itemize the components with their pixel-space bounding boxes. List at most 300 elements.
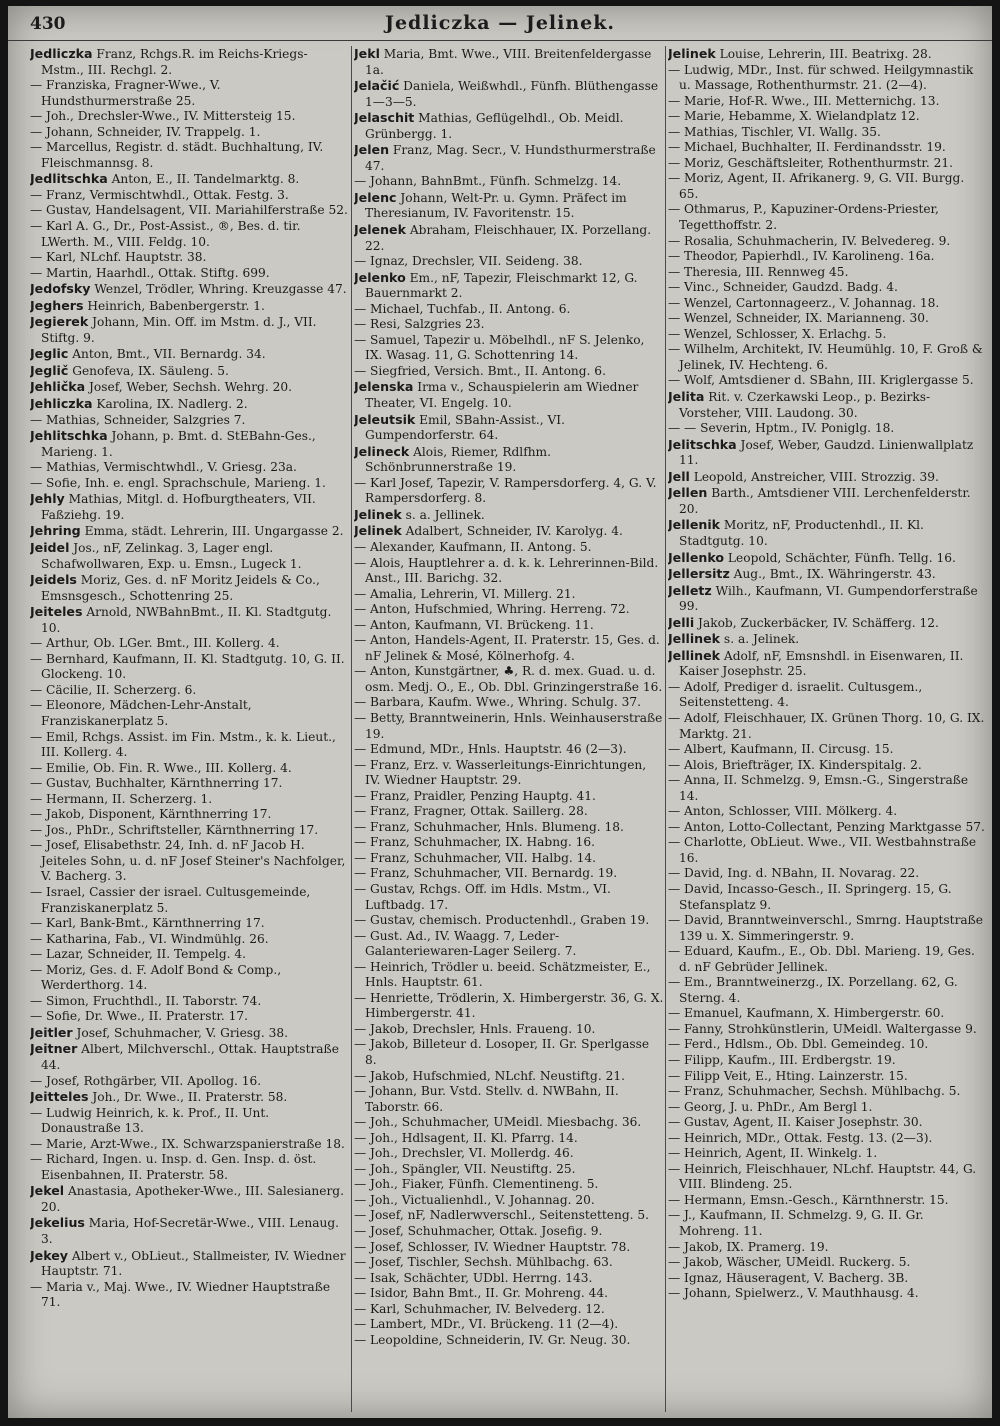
- entry-details: — Josef, Schlosser, IV. Wiedner Hauptstr. 78.: [354, 1239, 631, 1254]
- directory-entry: [354, 1286, 664, 1302]
- entry-details: — Em., Branntweinerzg., IX. Porzellang. 62, G. Sterng. 4.: [668, 975, 958, 1005]
- entry-details: Anastasia, Apotheker-Wwe., III. Salesianerg. 20.: [41, 1184, 344, 1214]
- entry-details: — Georg, J. u. PhDr., Am Bergl 1.: [668, 1099, 873, 1114]
- entry-surname: Jellersitz: [668, 566, 730, 582]
- directory-entry: [668, 1131, 986, 1147]
- entry-details: — Johann, Bur. Vstd. Stellv. d. NWBahn, II. Taborstr. 66.: [354, 1084, 619, 1114]
- entry-surname: Jeitler: [30, 1024, 73, 1040]
- directory-entry: [354, 991, 664, 1022]
- directory-entry: [668, 820, 986, 836]
- entry-details: — Josef, Schuhmacher, Ottak. Josefig. 9.: [354, 1224, 603, 1239]
- entry-details: Leopold, Schächter, Fünfh. Tellg. 16.: [724, 550, 956, 565]
- entry-details: — Leopoldine, Schneiderin, IV. Gr. Neug. 30.: [354, 1332, 631, 1347]
- entry-surname: Jelita: [668, 389, 705, 405]
- directory-entry: [668, 773, 986, 804]
- entry-details: — Anton, Kunstgärtner, ♣, R. d. mex. Guad. u. d. osm. Medj. O., E., Ob. Dbl. Grinzingerstraße 16.: [354, 664, 663, 694]
- directory-entry: [354, 333, 664, 364]
- entry-surname: Jelitschka: [668, 436, 737, 452]
- directory-entry: [354, 1177, 664, 1193]
- entry-surname: Jelenska: [354, 379, 414, 395]
- directory-entry: [354, 507, 664, 524]
- directory-entry: [30, 1025, 350, 1042]
- directory-entry: [668, 327, 986, 343]
- entry-details: — Gustav, chemisch. Productenhdl., Graben 19.: [354, 913, 650, 928]
- entry-details: — Johann, BahnBmt., Fünfh. Schmelzg. 14.: [354, 174, 622, 189]
- entry-details: Wilh., Kaufmann, VI. Gumpendorferstraße 99.: [679, 583, 978, 614]
- entry-surname: Jekey: [30, 1247, 69, 1263]
- directory-entry: [668, 485, 986, 517]
- entry-details: — Alois, Hauptlehrer a. d. k. k. Lehrerinnen-Bild. Anst., III. Barichg. 32.: [354, 555, 659, 586]
- directory-entry: [354, 1193, 664, 1209]
- entry-surname: Jellinek: [668, 631, 721, 647]
- entry-surname: Jelaschit: [354, 110, 415, 126]
- directory-entry: [30, 109, 350, 125]
- entry-details: — Josef, Elisabethstr. 24, Inh. d. nF Jacob H. Jeiteles Sohn, u. d. nF Josef Steiner's Nachfolger, V. Bacherg. 3.: [30, 838, 346, 884]
- directory-entry: [354, 1115, 664, 1131]
- entry-details: — Gustav, Buchhalter, Kärnthnerring 17.: [30, 776, 283, 791]
- directory-entry: [30, 1009, 350, 1025]
- entry-surname: Jell: [668, 468, 690, 484]
- entry-surname: Jegierek: [30, 314, 89, 330]
- entry-details: — — Severin, Hptm., IV. Poniglg. 18.: [668, 421, 895, 436]
- entry-details: — Ferd., Hdlsm., Ob. Dbl. Gemeindeg. 10.: [668, 1037, 929, 1052]
- entry-details: — Jakob, Billeteur d. Losoper, II. Gr. Sperlgasse 8.: [354, 1037, 650, 1067]
- entry-details: — Gustav, Agent, II. Kaiser Josephstr. 30.: [668, 1115, 923, 1130]
- entry-details: — Sofie, Dr. Wwe., II. Praterstr. 17.: [30, 1009, 249, 1024]
- directory-entry: [30, 792, 350, 808]
- directory-entry: [668, 550, 986, 567]
- entry-details: Emil, SBahn-Assist., VI. Gumpendorferstr. 64.: [365, 412, 565, 443]
- directory-entry: [354, 851, 664, 867]
- entry-details: Jakob, Zuckerbäcker, IV. Schäfferg. 12.: [694, 615, 939, 630]
- directory-entry: [30, 125, 350, 141]
- directory-entry: [354, 540, 664, 556]
- entry-details: Louise, Lehrerin, III. Beatrixg. 28.: [715, 47, 932, 61]
- column-1: [30, 46, 350, 1412]
- directory-entry: [30, 346, 350, 363]
- directory-entry: [354, 866, 664, 882]
- entry-details: Daniela, Weißwhdl., Fünfh. Blüthengasse 1—3—5.: [365, 79, 659, 109]
- entry-surname: Jeitteles: [30, 1089, 89, 1105]
- entry-details: — David, Branntweinverschl., Smrng. Hauptstraße 139 u. X. Simmeringerstr. 9.: [668, 913, 984, 943]
- directory-entry: [668, 1146, 986, 1162]
- entry-details: Karolina, IX. Nadlerg. 2.: [92, 397, 248, 412]
- entry-details: — Wenzel, Schlosser, X. Erlachg. 5.: [668, 326, 887, 341]
- directory-entry: [668, 94, 986, 110]
- directory-entry: [354, 476, 664, 507]
- column-3: [668, 46, 986, 1412]
- entry-details: Anton, E., II. Tandelmarktg. 8.: [107, 172, 300, 187]
- entry-details: — Anton, Schlosser, VIII. Mölkerg. 4.: [668, 804, 898, 819]
- entry-details: — Franz, Praidler, Penzing Hauptg. 41.: [354, 788, 596, 803]
- directory-entry: [668, 125, 986, 141]
- entry-details: — Emilie, Ob. Fin. R. Wwe., III. Kollerg. 4.: [30, 760, 292, 775]
- directory-entry: [668, 373, 986, 389]
- directory-entry: [30, 540, 350, 572]
- directory-entry: [354, 742, 664, 758]
- directory-entry: [354, 317, 664, 333]
- entry-details: — Anna, II. Schmelzg. 9, Emsn.-G., Singerstraße 14.: [668, 773, 969, 803]
- entry-details: Johann, p. Bmt. d. StEBahn-Ges., Marieng. 1.: [41, 429, 316, 459]
- entry-details: Alois, Riemer, Rdlfhm. Schönbrunnerstraße 19.: [365, 444, 551, 475]
- directory-entry: [668, 882, 986, 913]
- entry-surname: Jehring: [30, 523, 81, 539]
- entry-details: — Johann, Schneider, IV. Trappelg. 1.: [30, 124, 261, 139]
- directory-entry: [668, 1255, 986, 1271]
- directory-entry: [668, 342, 986, 373]
- entry-details: — Heinrich, Fleischhauer, NLchf. Hauptstr. 44, G. VIII. Blindeng. 25.: [668, 1161, 977, 1192]
- entry-details: Abraham, Fleischhauer, IX. Porzellang. 22.: [365, 223, 652, 253]
- entry-details: Josef, Schuhmacher, V. Griesg. 38.: [72, 1025, 288, 1040]
- column-2: [354, 46, 664, 1412]
- entry-details: — Jakob, Disponent, Kärnthnerring 17.: [30, 807, 272, 822]
- directory-entry: [354, 711, 664, 742]
- entry-details: — Josef, nF, Nadlerwverschl., Seitenstetteng. 5.: [354, 1208, 650, 1223]
- directory-entry: [30, 1106, 350, 1137]
- entry-details: — Franz, Schuhmacher, Hnls. Blumeng. 18.: [354, 819, 624, 834]
- entry-details: Anton, Bmt., VII. Bernardg. 34.: [68, 347, 266, 362]
- entry-details: — Michael, Buchhalter, II. Ferdinandsstr. 19.: [668, 140, 946, 155]
- entry-details: — David, Incasso-Gesch., II. Springerg. 15, G. Stefansplatz 9.: [668, 881, 952, 912]
- entry-details: Irma v., Schauspielerin am Wiedner Theater, VI. Engelg. 10.: [365, 380, 639, 411]
- entry-details: Albert v., ObLieut., Stallmeister, IV. Wiedner Hauptstr. 71.: [41, 1248, 346, 1279]
- directory-entry: [354, 820, 664, 836]
- entry-details: — Franz, Schuhmacher, IX. Habng. 16.: [354, 835, 596, 850]
- entry-details: — Joh., Drechsler-Wwe., IV. Mittersteig 15.: [30, 109, 296, 124]
- directory-entry: [354, 523, 664, 540]
- directory-entry: [30, 250, 350, 266]
- entry-details: — Gustav, Handelsagent, VII. Mariahilferstraße 52.: [30, 203, 348, 218]
- entry-surname: Jelenko: [354, 269, 406, 285]
- directory-entry: [668, 711, 986, 742]
- entry-details: — Anton, Kaufmann, VI. Brückeng. 11.: [354, 617, 594, 632]
- entry-details: — Heinrich, Agent, II. Winkelg. 1.: [668, 1146, 878, 1161]
- directory-entry: [668, 265, 986, 281]
- directory-entry: [354, 254, 664, 270]
- entry-details: — Lazar, Schneider, II. Tempelg. 4.: [30, 947, 246, 962]
- directory-entry: [354, 412, 664, 444]
- directory-entry: [30, 491, 350, 523]
- entry-surname: Jehlitschka: [30, 428, 108, 444]
- entry-details: — Karl Josef, Tapezir, V. Rampersdorferg. 4, G. V. Rampersdorferg. 8.: [354, 475, 657, 506]
- directory-entry: [30, 460, 350, 476]
- directory-entry: [354, 1271, 664, 1287]
- entry-surname: Jellinek: [668, 647, 721, 663]
- directory-entry: [30, 947, 350, 963]
- entry-details: — Franz, Erz. v. Wasserleitungs-Einrichtungen, IV. Wiedner Hauptstr. 29.: [354, 757, 647, 788]
- entry-details: Franz, Rchgs.R. im Reichs-Kriegs-Mstm., III. Rechgl. 2.: [41, 47, 308, 77]
- directory-page: [8, 6, 992, 1418]
- entry-details: — Rosalia, Schuhmacherin, IV. Belvedereg. 9.: [668, 233, 951, 248]
- directory-entry: [354, 1240, 664, 1256]
- directory-entry: [668, 1286, 986, 1302]
- entry-details: Heinrich, Babenbergerstr. 1.: [83, 298, 265, 313]
- entry-details: — Resi, Salzgries 23.: [354, 317, 485, 332]
- entry-details: — Jakob, Wäscher, UMeidl. Ruckerg. 5.: [668, 1255, 911, 1270]
- directory-entry: [354, 1084, 664, 1115]
- entry-details: — Charlotte, ObLieut. Wwe., VII. Westbahnstraße 16.: [668, 835, 977, 865]
- running-head: Jedliczka — Jelinek.: [384, 12, 616, 34]
- entry-details: — Eleonore, Mädchen-Lehr-Anstalt, Franziskanerplatz 5.: [30, 698, 252, 728]
- entry-details: — Joh., Drechsler, VI. Mollerdg. 46.: [354, 1146, 574, 1161]
- entry-surname: Jedlitschka: [30, 171, 108, 187]
- entry-details: — Betty, Branntweinerin, Hnls. Weinhauserstraße 19.: [354, 710, 663, 741]
- directory-entry: [668, 566, 986, 583]
- directory-entry: [668, 249, 986, 265]
- entry-details: — Joh., Fiaker, Fünfh. Clementineng. 5.: [354, 1177, 599, 1192]
- directory-entry: [30, 838, 350, 885]
- directory-entry: [30, 1041, 350, 1073]
- entry-details: s. a. Jellinek.: [401, 507, 485, 522]
- directory-entry: [30, 1248, 350, 1280]
- directory-entry: [354, 174, 664, 190]
- directory-entry: [30, 761, 350, 777]
- entry-details: — Franz, Fragner, Ottak. Saillerg. 28.: [354, 804, 588, 819]
- entry-details: — Karl A. G., Dr., Post-Assist., ®, Bes. d. tir. LWerth. M., VIII. Feldg. 10.: [30, 219, 301, 249]
- entry-details: Wenzel, Trödler, Whring. Kreuzgasse 47.: [90, 282, 347, 297]
- entry-details: — Amalia, Lehrerin, VI. Millerg. 21.: [354, 586, 576, 601]
- directory-entry: [30, 916, 350, 932]
- directory-entry: [354, 1224, 664, 1240]
- directory-entry: [668, 63, 986, 94]
- entry-details: — Othmarus, P., Kapuziner-Ordens-Priester, Tegetthoffstr. 2.: [668, 202, 939, 233]
- entry-details: — Karl, NLchf. Hauptstr. 38.: [30, 250, 207, 265]
- entry-details: — Jakob, IX. Pramerg. 19.: [668, 1239, 829, 1254]
- entry-details: — Israel, Cassier der israel. Cultusgemeinde, Franziskanerplatz 5.: [30, 884, 311, 915]
- entry-surname: Jelli: [668, 614, 695, 630]
- entry-details: — Siegfried, Versich. Bmt., II. Antong. 6.: [354, 363, 606, 378]
- directory-entry: [668, 280, 986, 296]
- directory-entry: [30, 171, 350, 188]
- entry-details: Adalbert, Schneider, IV. Karolyg. 4.: [401, 524, 623, 539]
- entry-details: s. a. Jelinek.: [720, 632, 800, 647]
- directory-entry: [354, 695, 664, 711]
- entry-details: — Franz, Schuhmacher, Sechsh. Mühlbachg. 5.: [668, 1084, 961, 1099]
- entry-details: Joh., Dr. Wwe., II. Praterstr. 58.: [88, 1090, 288, 1105]
- directory-entry: [668, 296, 986, 312]
- directory-entry: [668, 648, 986, 680]
- directory-entry: [354, 602, 664, 618]
- directory-entry: [354, 444, 664, 476]
- entry-details: — Joh., Hdlsagent, II. Kl. Pfarrg. 14.: [354, 1130, 578, 1145]
- entry-details: — Cäcilie, II. Scherzerg. 6.: [30, 682, 197, 697]
- directory-entry: [668, 631, 986, 648]
- entry-details: — Jakob, Drechsler, Hnls. Fraueng. 10.: [354, 1021, 596, 1036]
- entry-surname: Jeghers: [30, 297, 84, 313]
- entry-details: — Samuel, Tapezir u. Möbelhdl., nF S. Jelenko, IX. Wasag. 11, G. Schottenring 14.: [354, 332, 645, 363]
- entry-details: — Alexander, Kaufmann, II. Antong. 5.: [354, 539, 592, 554]
- entry-details: — Arthur, Ob. LGer. Bmt., III. Kollerg. 4.: [30, 636, 280, 651]
- directory-entry: [668, 583, 986, 615]
- directory-entry: [30, 140, 350, 171]
- entry-details: — Isidor, Bahn Bmt., II. Gr. Mohreng. 44.: [354, 1286, 609, 1301]
- entry-details: — Moriz, Agent, II. Afrikanerg. 9, G. VII. Burgg. 65.: [668, 171, 965, 201]
- directory-entry: [354, 1208, 664, 1224]
- entry-details: Maria, Bmt. Wwe., VIII. Breitenfeldergasse 1a.: [365, 47, 652, 77]
- directory-entry: [30, 298, 350, 315]
- entry-details: — Emanuel, Kaufmann, X. Himbergerstr. 60.: [668, 1006, 945, 1021]
- entry-details: — Eduard, Kaufm., E., Ob. Dbl. Marieng. 19, Ges. d. nF Gebrüder Jellinek.: [668, 944, 975, 974]
- entry-details: — Maria v., Maj. Wwe., IV. Wiedner Hauptstraße 71.: [30, 1279, 331, 1310]
- entry-details: — Sofie, Inh. e. engl. Sprachschule, Marieng. 1.: [30, 475, 326, 490]
- entry-details: — Hermann, Emsn.-Gesch., Kärnthnerstr. 15.: [668, 1192, 949, 1207]
- entry-surname: Jekel: [30, 1183, 65, 1199]
- directory-entry: [668, 1053, 986, 1069]
- directory-entry: [668, 1193, 986, 1209]
- entry-details: — Joh., Victualienhdl., V. Johannag. 20.: [354, 1192, 595, 1207]
- entry-details: — Joh., Spängler, VII. Neustiftg. 25.: [354, 1161, 576, 1176]
- directory-entry: [354, 804, 664, 820]
- directory-entry: [354, 190, 664, 222]
- entry-details: — Filipp, Kaufm., III. Erdbergstr. 19.: [668, 1053, 896, 1067]
- directory-entry: [30, 188, 350, 204]
- directory-entry: [354, 1069, 664, 1085]
- entry-details: Em., nF, Tapezir, Fleischmarkt 12, G. Bauernmarkt 2.: [365, 270, 638, 301]
- entry-details: — Marie, Hebamme, X. Wielandplatz 12.: [668, 109, 920, 124]
- entry-details: — Ludwig, MDr., Inst. für schwed. Heilgymnastik u. Massage, Rothenthurmstr. 21. (2—4).: [668, 62, 974, 93]
- entry-details: Franz, Mag. Secr., V. Hundsthurmerstraße 47.: [365, 143, 656, 173]
- entry-surname: Jehly: [30, 491, 65, 507]
- entry-details: — Albert, Kaufmann, II. Circusg. 15.: [668, 742, 894, 757]
- entry-details: — Heinrich, Trödler u. beeid. Schätzmeister, E., Hnls. Hauptstr. 61.: [354, 959, 651, 990]
- entry-details: Moriz, Ges. d. nF Moritz Jeidels & Co., Emsnsgesch., Schottenring 25.: [41, 573, 320, 603]
- entry-surname: Jelen: [354, 142, 390, 158]
- entry-details: Moritz, nF, Productenhdl., II. Kl. Stadtgutg. 10.: [679, 518, 924, 548]
- directory-entry: [354, 364, 664, 380]
- entry-details: — Ignaz, Häuseragent, V. Bacherg. 3B.: [668, 1270, 909, 1285]
- entry-details: — Mathias, Schneider, Salzgries 7.: [30, 412, 246, 427]
- directory-entry: [354, 1333, 664, 1349]
- directory-entry: [30, 572, 350, 604]
- entry-details: — Gust. Ad., IV. Waagg. 7, Leder-Galanteriewaren-Lager Seilerg. 7.: [354, 928, 577, 959]
- entry-surname: Jellenik: [668, 517, 721, 533]
- entry-details: Johann, Min. Off. im Mstm. d. J., VII. Stiftg. 9.: [41, 315, 317, 345]
- entry-details: Jos., nF, Zelinkag. 3, Lager engl. Schafwollwaren, Exp. u. Emsn., Lugeck 1.: [41, 540, 302, 571]
- entry-details: — Ludwig Heinrich, k. k. Prof., II. Unt. Donaustraße 13.: [30, 1105, 270, 1136]
- entry-details: Mathias, Mitgl. d. Hofburgtheaters, VII. Faßziehg. 19.: [41, 492, 316, 522]
- directory-entry: [30, 523, 350, 540]
- entry-details: — Anton, Lotto-Collectant, Penzing Marktgasse 57.: [668, 819, 985, 834]
- directory-entry: [668, 1115, 986, 1131]
- entry-surname: Jehliczka: [30, 396, 93, 412]
- entry-details: — Anton, Handels-Agent, II. Praterstr. 15, Ges. d. nF Jelinek & Mosé, Kölnerhofg. 4.: [354, 633, 660, 663]
- directory-entry: [668, 234, 986, 250]
- directory-entry: [354, 1131, 664, 1147]
- directory-entry: [30, 413, 350, 429]
- entry-details: — Mathias, Tischler, VI. Wallg. 35.: [668, 124, 881, 139]
- entry-details: Rit. v. Czerkawski Leop., p. Bezirks-Vorsteher, VIII. Laudong. 30.: [679, 390, 931, 420]
- entry-details: — Josef, Tischler, Sechsh. Mühlbachg. 63.: [354, 1255, 613, 1270]
- entry-details: — Wenzel, Schneider, IX. Marianneng. 30.: [668, 311, 929, 326]
- directory-entry: [354, 758, 664, 789]
- directory-entry: [354, 302, 664, 318]
- directory-entry: [668, 140, 986, 156]
- directory-entry: [668, 46, 986, 63]
- entry-details: — Michael, Tuchfab., II. Antong. 6.: [354, 301, 571, 316]
- directory-entry: [354, 1022, 664, 1038]
- entry-details: — Edmund, MDr., Hnls. Hauptstr. 46 (2—3).: [354, 742, 627, 757]
- directory-entry: [30, 1152, 350, 1183]
- entry-details: — Henriette, Trödlerin, X. Himbergerstr. 36, G. X. Himbergerstr. 41.: [354, 990, 664, 1021]
- entry-details: — Adolf, Fleischhauer, IX. Grünen Thorg. 10, G. IX. Marktg. 21.: [668, 710, 985, 741]
- directory-entry: [354, 929, 664, 960]
- directory-entry: [668, 202, 986, 233]
- directory-entry: [354, 556, 664, 587]
- directory-entry: [30, 428, 350, 460]
- entry-surname: Jekelius: [30, 1215, 85, 1231]
- entry-details: — Joh., Schuhmacher, UMeidl. Miesbachg. 36.: [354, 1115, 642, 1130]
- directory-entry: [30, 683, 350, 699]
- directory-entry: [668, 1100, 986, 1116]
- directory-entry: [668, 742, 986, 758]
- entry-details: — Marie, Hof-R. Wwe., III. Metternichg. 13.: [668, 93, 940, 108]
- entry-surname: Jeidel: [30, 539, 70, 555]
- entry-details: — Marcellus, Registr. d. städt. Buchhaltung, IV. Fleischmannsg. 8.: [30, 140, 324, 170]
- entry-surname: Jelineck: [354, 443, 410, 459]
- directory-entry: [668, 1022, 986, 1038]
- page-header: [8, 10, 992, 41]
- entry-details: — Alois, Briefträger, IX. Kinderspitalg. 2.: [668, 757, 922, 772]
- entry-details: — Isak, Schächter, UDbl. Herrng. 143.: [354, 1270, 593, 1285]
- entry-details: Mathias, Geflügelhdl., Ob. Meidl. Grünbergg. 1.: [365, 111, 624, 141]
- directory-entry: [668, 1084, 986, 1100]
- entry-surname: Jehlička: [30, 379, 86, 395]
- entry-details: — Josef, Rothgärber, VII. Apollog. 16.: [30, 1073, 262, 1088]
- directory-entry: [30, 604, 350, 636]
- directory-entry: [354, 1317, 664, 1333]
- entry-details: — Emil, Rchgs. Assist. im Fin. Mstm., k. k. Lieut., III. Kollerg. 4.: [30, 729, 336, 760]
- entry-details: — Mathias, Vermischtwhdl., V. Griesg. 23a.: [30, 460, 297, 475]
- directory-entry: [30, 1280, 350, 1311]
- directory-entry: [668, 437, 986, 469]
- entry-details: — Ignaz, Drechsler, VII. Seideng. 38.: [354, 254, 583, 269]
- entry-surname: Jedofsky: [30, 281, 91, 297]
- entry-details: — Anton, Hufschmied, Whring. Herreng. 72.: [354, 602, 630, 617]
- entry-details: Adolf, nF, Emsnshdl. in Eisenwaren, II. Kaiser Josephstr. 25.: [679, 648, 964, 679]
- entry-details: — Wilhelm, Architekt, IV. Heumühlg. 10, F. Groß & Jelinek, IV. Hechteng. 6.: [668, 342, 983, 372]
- directory-entry: [354, 379, 664, 411]
- directory-entry: [30, 78, 350, 109]
- entry-details: — J., Kaufmann, II. Schmelzg. 9, G. II. Gr. Mohreng. 11.: [668, 1208, 924, 1239]
- directory-entry: [354, 1162, 664, 1178]
- entry-surname: Jeidels: [30, 572, 77, 588]
- directory-entry: [30, 994, 350, 1010]
- entry-surname: Jelenc: [354, 189, 397, 205]
- directory-entry: [668, 517, 986, 549]
- directory-entry: [668, 1208, 986, 1239]
- directory-entry: [668, 171, 986, 202]
- directory-entry: [668, 758, 986, 774]
- entry-details: — Marie, Arzt-Wwe., IX. Schwarzspanierstraße 18.: [30, 1136, 345, 1151]
- directory-entry: [668, 975, 986, 1006]
- entry-details: Johann, Welt-Pr. u. Gymn. Präfect im Theresianum, IV. Favoritenstr. 15.: [365, 190, 627, 221]
- directory-entry: [30, 281, 350, 298]
- entry-details: — Moriz, Ges. d. F. Adolf Bond & Comp., Werderthorg. 14.: [30, 962, 282, 993]
- entry-details: — Franz, Vermischtwhdl., Ottak. Festg. 3.: [30, 187, 289, 202]
- directory-entry: [30, 885, 350, 916]
- entry-details: — Fanny, Strohkünstlerin, UMeidl. Waltergasse 9.: [668, 1021, 977, 1036]
- directory-entry: [30, 1183, 350, 1215]
- directory-entry: [354, 78, 664, 110]
- page-number: 430: [30, 14, 66, 34]
- entry-details: — Jos., PhDr., Schriftsteller, Kärnthnerring 17.: [30, 822, 319, 837]
- entry-details: — Lambert, MDr., VI. Brückeng. 11 (2—4).: [354, 1317, 619, 1332]
- entry-details: Emma, städt. Lehrerin, III. Ungargasse 2.: [80, 524, 344, 539]
- directory-entry: [354, 960, 664, 991]
- directory-entry: [354, 633, 664, 664]
- entry-details: Barth., Amtsdiener VIII. Lerchenfelderstr. 20.: [679, 486, 971, 516]
- directory-entry: [668, 913, 986, 944]
